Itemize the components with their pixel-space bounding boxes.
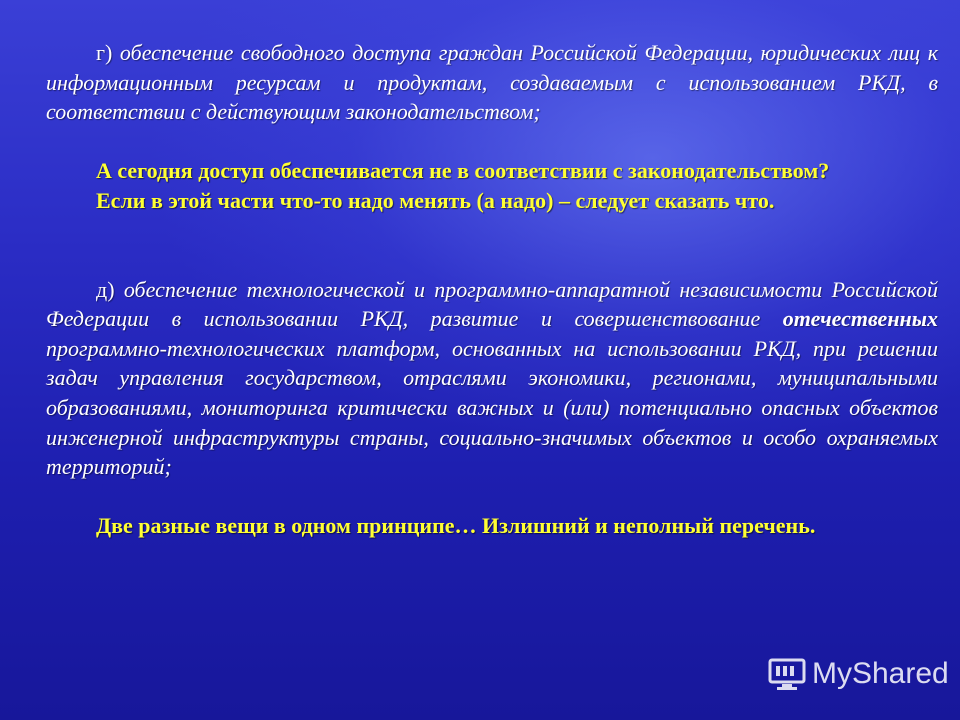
slide-content: [46, 38, 938, 541]
paragraph-d-text-before: обеспечение технологической и программно-аппаратной независимости Российской Федерации в использовании РКД, развитие и совершенствование: [46, 276, 938, 332]
paragraph-g: [46, 38, 938, 127]
paragraph-d-marker: д): [96, 276, 115, 302]
monitor-icon: [768, 657, 806, 691]
watermark-logo: [768, 654, 949, 694]
paragraph-d: [46, 275, 938, 482]
comment-g-question: А сегодня доступ обеспечивается не в соответствии с законодательством?: [96, 158, 830, 184]
paragraph-g-marker: г): [96, 40, 113, 65]
watermark-text: MyShared: [812, 657, 949, 690]
paragraph-d-text-after: программно-технологических платформ, основанных на использовании РКД, при решении задач управления государством, отраслями экономики, регионами, муниципальными образованиями, мониторинга критически важных и (или) потенциально опасных объектов инженерной инфраструктуры страны, социально-значимых объектов и особо охраняемых территорий;: [46, 335, 938, 480]
paragraph-d-emphasis: отечественных: [782, 306, 939, 332]
paragraph-g-text: обеспечение свободного доступа граждан Российской Федерации, юридических лиц к информационным ресурсам и продуктам, создаваемым с использованием РКД, в соответствии с действующим законодательством;: [46, 40, 939, 125]
comment-g-suggestion: Если в этой части что-то надо менять (а надо) – следует сказать что.: [96, 187, 775, 213]
comment-d: Две разные вещи в одном принципе… Излишний и неполный перечень.: [96, 513, 816, 539]
